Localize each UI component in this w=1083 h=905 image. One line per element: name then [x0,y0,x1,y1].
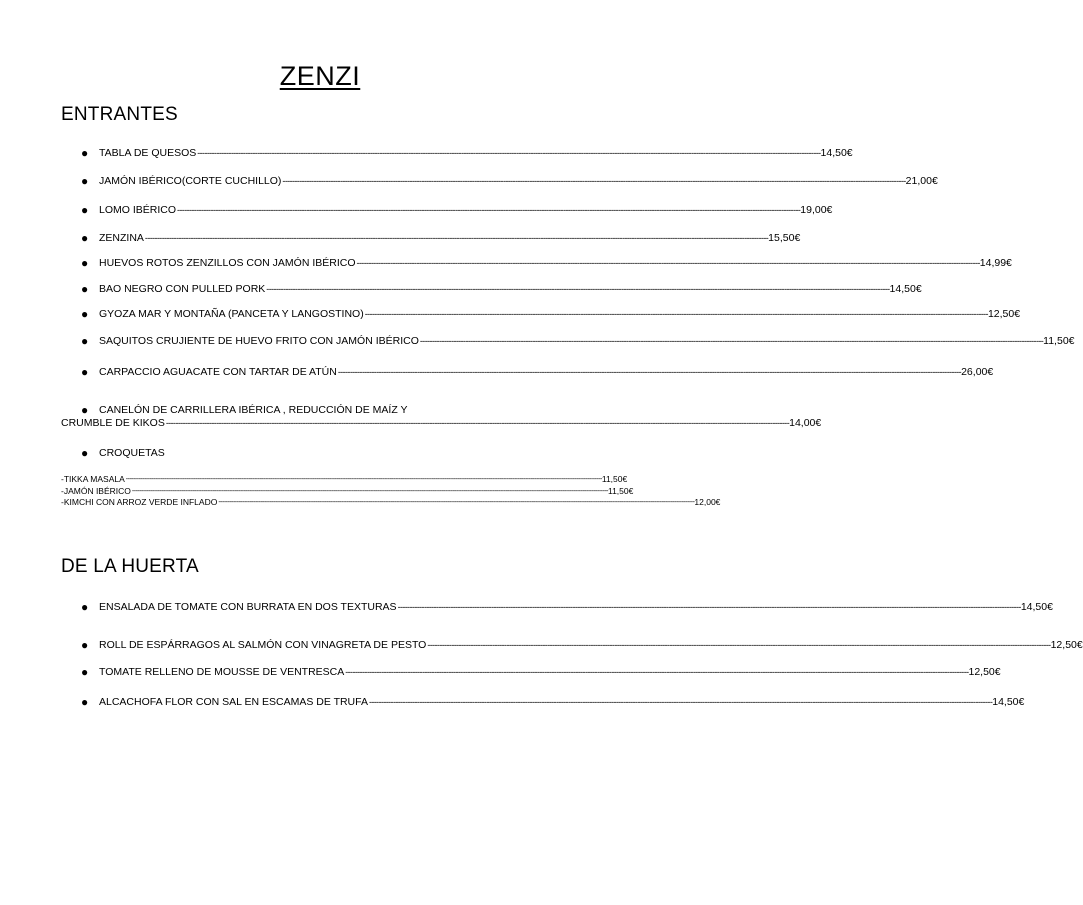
variant-name: -JAMÓN IBÉRICO [61,486,131,496]
menu-item [81,599,1053,615]
menu-item [81,306,1021,322]
dot-leader: -------------------------------------------------------------------------------------------------------------------------------------------------------------------------------------------------------------------------------------------------------------------- [345,667,969,677]
bullet-icon: ● [81,446,89,460]
variant-name: -KIMCHI CON ARROZ VERDE INFLADO [61,497,218,507]
dot-leader: -------------------------------------------------------------------------------------------------------------------------------------------------------------------------------------------------------------------------------------------------------------------- [266,284,890,294]
dot-leader: -------------------------------------------------------------------------------------------------------------------------------------------------------------------------------------------------------------------------------------------------------------------- [125,475,602,483]
croqueta-variant [61,496,721,508]
menu-item [81,694,1025,710]
croqueta-variant [61,473,628,485]
bullet-icon: ● [81,403,89,417]
item-name: TABLA DE QUESOS [99,147,197,159]
dot-leader: -------------------------------------------------------------------------------------------------------------------------------------------------------------------------------------------------------------------------------------------------------------------- [218,498,695,506]
menu-item [81,202,833,218]
dot-leader: -------------------------------------------------------------------------------------------------------------------------------------------------------------------------------------------------------------------------------------------------------------------- [364,309,988,319]
item-name: JAMÓN IBÉRICO(CORTE CUCHILLO) [99,175,282,187]
page-title: ZENZI [279,61,361,91]
item-price: 19,00€ [800,204,833,216]
item-name: CROQUETAS [99,447,165,459]
item-price: 11,50€ [1043,335,1075,347]
item-price: 14,50€ [820,147,853,159]
item-name: HUEVOS ROTOS ZENZILLOS CON JAMÓN IBÉRICO [99,257,356,269]
bullet-icon: ● [81,665,89,679]
item-price: 12,50€ [987,308,1021,320]
item-price: 14,50€ [992,696,1025,708]
bullet-icon: ● [81,600,89,614]
bullet-icon: ● [81,146,89,160]
item-price: 14,00€ [789,417,822,429]
variant-price: 11,50€ [607,486,634,496]
item-name: ENSALADA DE TOMATE CON BURRATA EN DOS TEXTURAS [99,601,397,613]
item-name-continuation: CRUMBLE DE KIKOS [61,417,165,429]
bullet-icon: ● [81,638,89,652]
menu-item [81,281,922,297]
menu-item [81,230,801,246]
item-name: ROLL DE ESPÁRRAGOS AL SALMÓN CON VINAGRETA DE PESTO [99,639,427,651]
dot-leader: -------------------------------------------------------------------------------------------------------------------------------------------------------------------------------------------------------------------------------------------------------------------- [165,418,790,428]
variant-price: 11,50€ [601,474,628,484]
section-heading-entrantes: ENTRANTES [61,104,178,125]
dot-leader: -------------------------------------------------------------------------------------------------------------------------------------------------------------------------------------------------------------------------------------------------------------------- [397,602,1021,612]
item-price: 14,50€ [889,283,922,295]
item-price: 14,50€ [1020,601,1053,613]
item-name: CARPACCIO AGUACATE CON TARTAR DE ATÚN [99,366,337,378]
bullet-icon: ● [81,174,89,188]
item-price: 12,50€ [968,666,1001,678]
variant-price: 12,00€ [694,497,721,507]
bullet-icon: ● [81,334,89,348]
menu-item-canelon-continuation [61,415,822,431]
item-name: TOMATE RELLENO DE MOUSSE DE VENTRESCA [99,666,345,678]
item-price: 14,99€ [979,257,1012,269]
menu-item [81,664,1001,680]
item-name: BAO NEGRO CON PULLED PORK [99,283,266,295]
bullet-icon: ● [81,203,89,217]
item-name: LOMO IBÉRICO [99,204,177,216]
menu-item-croquetas [81,445,561,461]
item-price: 12,50€ [1050,639,1083,651]
dot-leader: -------------------------------------------------------------------------------------------------------------------------------------------------------------------------------------------------------------------------------------------------------------------- [131,487,608,495]
dot-leader: -------------------------------------------------------------------------------------------------------------------------------------------------------------------------------------------------------------------------------------------------------------------- [356,258,980,268]
item-name: ZENZINA [99,232,144,244]
bullet-icon: ● [81,231,89,245]
dot-leader: -------------------------------------------------------------------------------------------------------------------------------------------------------------------------------------------------------------------------------------------------------------------- [197,148,821,158]
menu-item [81,364,994,380]
menu-item [81,255,1012,271]
menu-item [81,333,1075,349]
item-name: GYOZA MAR Y MONTAÑA (PANCETA Y LANGOSTINO) [99,308,364,320]
item-name: SAQUITOS CRUJIENTE DE HUEVO FRITO CON JAMÓN IBÉRICO [99,335,419,347]
bullet-icon: ● [81,256,89,270]
variant-name: -TIKKA MASALA [61,474,125,484]
section-heading-de-la-huerta: DE LA HUERTA [61,556,199,577]
item-name: CANELÓN DE CARRILLERA IBÉRICA , REDUCCIÓN DE MAÍZ Y [99,404,408,416]
bullet-icon: ● [81,307,89,321]
menu-item [81,173,938,189]
item-price: 15,50€ [768,232,801,244]
dot-leader: -------------------------------------------------------------------------------------------------------------------------------------------------------------------------------------------------------------------------------------------------------------------- [427,640,1051,650]
item-name: ALCACHOFA FLOR CON SAL EN ESCAMAS DE TRUFA [99,696,368,708]
bullet-icon: ● [81,695,89,709]
dot-leader: -------------------------------------------------------------------------------------------------------------------------------------------------------------------------------------------------------------------------------------------------------------------- [282,176,906,186]
bullet-icon: ● [81,365,89,379]
bullet-icon: ● [81,282,89,296]
dot-leader: -------------------------------------------------------------------------------------------------------------------------------------------------------------------------------------------------------------------------------------------------------------------- [144,233,769,243]
menu-item [81,145,853,161]
dot-leader: -------------------------------------------------------------------------------------------------------------------------------------------------------------------------------------------------------------------------------------------------------------------- [419,336,1044,346]
item-price: 21,00€ [905,175,938,187]
menu-item [81,637,1083,653]
item-price: 26,00€ [961,366,994,378]
dot-leader: -------------------------------------------------------------------------------------------------------------------------------------------------------------------------------------------------------------------------------------------------------------------- [337,367,962,377]
dot-leader: -------------------------------------------------------------------------------------------------------------------------------------------------------------------------------------------------------------------------------------------------------------------- [368,697,993,707]
dot-leader: -------------------------------------------------------------------------------------------------------------------------------------------------------------------------------------------------------------------------------------------------------------------- [177,205,801,215]
